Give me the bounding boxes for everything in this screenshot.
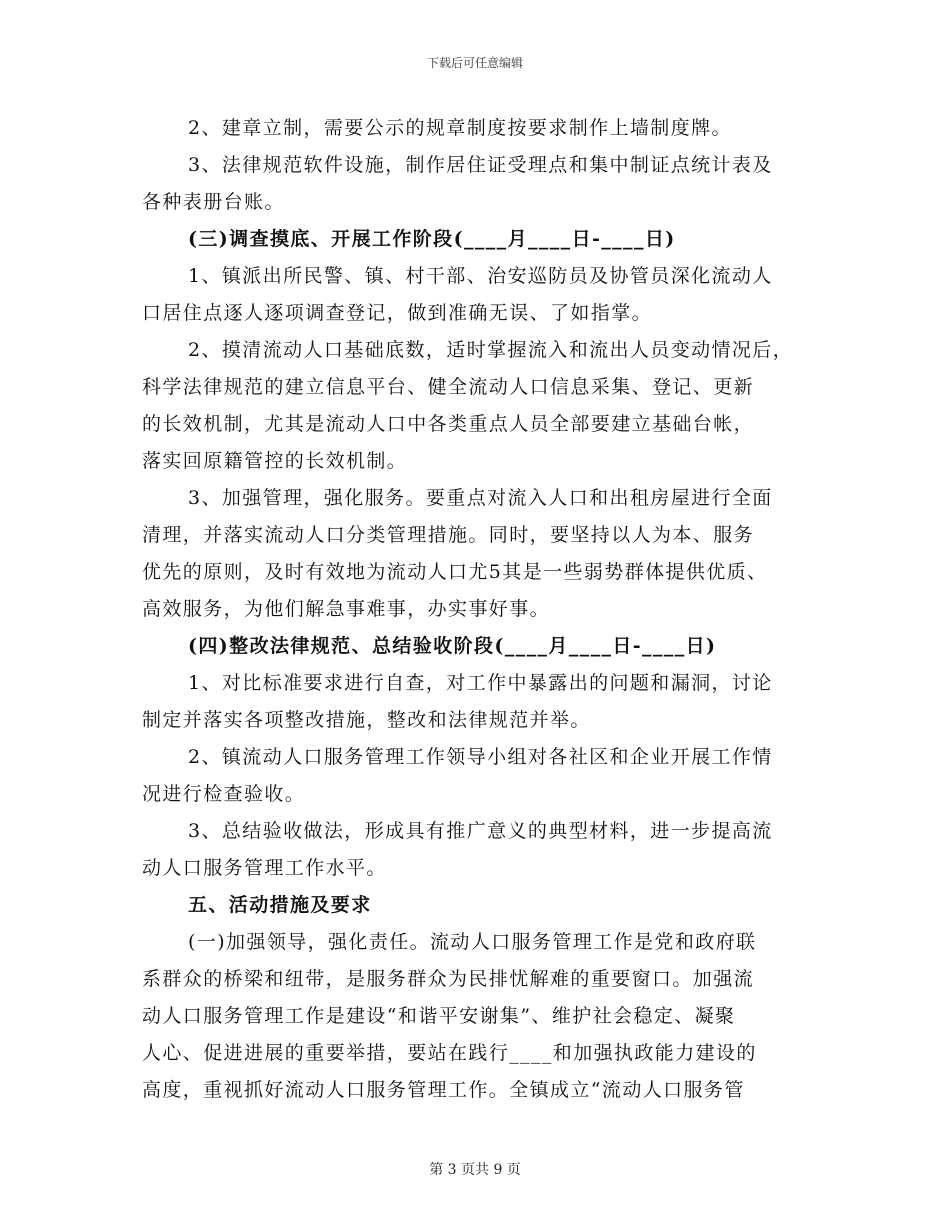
text-line: 各种表册台账。: [142, 191, 285, 213]
text-line: 动人口服务管理工作是建设“和谐平安谢集”、维护社会稳定、凝聚: [142, 1005, 736, 1027]
text-line: 2、摸清流动人口基础底数，适时掌握流入和流出人员变动情况后，: [188, 339, 794, 361]
text-line: 高度，重视抓好流动人口服务管理工作。全镇成立“流动人口服务管: [142, 1079, 745, 1101]
text-line: 1、对比标准要求进行自查，对工作中暴露出的问题和漏洞，讨论: [188, 672, 773, 694]
text-line: 2、建章立制，需要公示的规章制度按要求制作上墙制度牌。: [188, 117, 732, 139]
text-line: 3、总结验收做法，形成具有推广意义的典型材料，进一步提高流: [188, 820, 773, 842]
text-line: 1、镇派出所民警、镇、村干部、治安巡防员及协管员深化流动人: [188, 265, 773, 287]
text-line: (一)加强领导，强化责任。流动人口服务管理工作是党和政府联: [188, 931, 757, 953]
text-line: 清理，并落实流动人口分类管理措施。同时，要坚持以人为本、服务: [142, 524, 755, 546]
text-line: 高效服务，为他们解急事难事，办实事好事。: [142, 598, 551, 620]
section-heading: 五、活动措施及要求: [188, 894, 372, 916]
text-line: 系群众的桥梁和纽带，是服务群众为民排忧解难的重要窗口。加强流: [142, 968, 755, 990]
text-line: 人心、促进进展的重要举措，要站在践行____和加强执政能力建设的: [142, 1042, 757, 1064]
text-line: 口居住点逐人逐项调查登记，做到准确无误、了如指掌。: [142, 302, 653, 324]
text-line: 科学法律规范的建立信息平台、健全流动人口信息采集、登记、更新: [142, 376, 755, 398]
text-line: 的长效机制，尤其是流动人口中各类重点人员全部要建立基础台帐，: [142, 413, 755, 435]
text-line: 3、加强管理，强化服务。要重点对流入人口和出租房屋进行全面: [188, 487, 773, 509]
text-line: 3、法律规范软件设施，制作居住证受理点和集中制证点统计表及: [188, 154, 773, 176]
page-header: 下载后可任意编辑: [426, 56, 523, 70]
section-heading: (三)调查摸底、开展工作阶段(____月____日-____日): [188, 228, 676, 250]
text-line: 况进行检查验收。: [142, 783, 306, 805]
text-line: 优先的原则，及时有效地为流动人口尤5其是一些弱势群体提供优质、: [142, 561, 768, 583]
text-line: 制定并落实各项整改措施，整改和法律规范并举。: [142, 709, 591, 731]
text-line: 2、镇流动人口服务管理工作领导小组对各社区和企业开展工作情: [188, 746, 773, 768]
text-line: 动人口服务管理工作水平。: [142, 857, 387, 879]
document-body: [142, 110, 808, 1109]
text-line: 落实回原籍管控的长效机制。: [142, 450, 408, 472]
section-heading: (四)整改法律规范、总结验收阶段(____月____日-____日): [188, 635, 717, 657]
page-number: 第 3 页共 9 页: [429, 1162, 521, 1178]
